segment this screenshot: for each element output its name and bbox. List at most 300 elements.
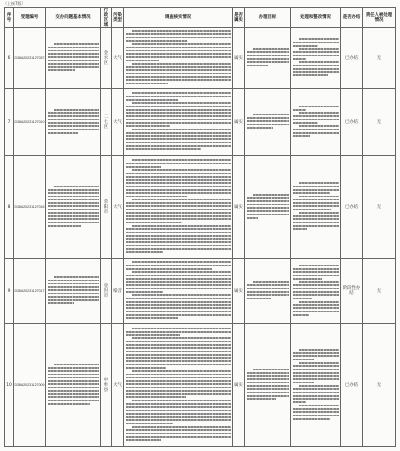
text-line [126,357,231,359]
text-line [293,119,339,121]
text-line [126,334,181,336]
text-line [132,159,231,161]
text-line [132,328,231,330]
text-line [126,347,231,349]
text-line [293,284,339,286]
text-line [253,369,289,371]
text-line [247,284,289,286]
text-line [126,284,231,286]
text-line [299,385,339,387]
text-line [126,99,179,101]
paragraph [293,38,339,46]
issue-text [48,43,99,73]
text-line [126,374,231,376]
text-line [247,395,289,397]
text-line [126,245,231,247]
text-line [132,169,231,171]
text-line [293,352,339,354]
column-header-handling: 处理和整改情况 [291,8,341,28]
paragraph [126,271,231,292]
investigation-text [126,92,231,151]
continuation-note: （上接7版） [3,0,26,6]
text-line [126,69,231,71]
handling-text [293,182,339,231]
row-index: 8 [5,156,14,259]
text-line [132,129,231,131]
text-line [126,96,231,98]
text-line [293,135,311,137]
verified-status: 属实 [233,259,245,324]
paragraph [126,43,231,61]
paragraph [247,114,289,129]
text-line [48,293,99,295]
text-line [293,378,339,380]
text-line [126,209,231,211]
investigation-text [126,328,231,443]
text-line [48,215,99,217]
text-line [126,47,231,49]
issue-cell [46,259,101,324]
paragraph [293,385,339,403]
text-line [126,317,179,319]
paragraph [247,194,289,219]
text-line [48,367,99,369]
paragraph [293,125,339,137]
text-line [132,337,231,339]
text-line [247,65,269,67]
text-line [48,374,99,376]
text-line [126,232,231,234]
text-line [126,196,188,198]
text-line [247,214,289,216]
text-line [247,58,289,60]
text-line [48,302,75,304]
text-line [126,83,168,85]
text-line [48,189,99,191]
issue-text [48,109,99,135]
issue-cell [46,89,101,156]
case-id: D38A20231127016 [14,156,46,259]
text-line [132,199,231,201]
text-line [293,122,318,124]
text-line [54,109,99,111]
text-line [126,433,231,435]
text-line [293,365,339,367]
text-line [293,401,307,403]
text-line [126,377,231,379]
text-line [126,145,231,147]
text-line [126,268,212,270]
text-line [126,364,231,366]
text-line [48,286,99,288]
text-line [293,65,339,67]
investigation-cell [124,156,233,259]
text-line [132,294,231,296]
text-line [126,215,231,217]
text-line [293,298,312,300]
goal-text [247,281,289,301]
text-line [48,283,99,285]
issue-cell [46,324,101,447]
text-line [132,426,231,428]
text-line [126,429,231,431]
column-header-issue: 交办问题基本情况 [46,8,101,28]
text-line [247,117,289,119]
text-line [126,354,231,356]
text-line [293,74,329,76]
district: 荥阳市 [101,156,112,259]
text-line [126,79,231,81]
text-line [126,222,183,224]
text-line [293,58,307,60]
text-line [126,298,231,300]
text-line [253,48,289,50]
goal-text [247,369,289,402]
text-line [299,265,339,267]
accountability: 无 [363,156,396,259]
text-line [126,205,231,207]
text-line [54,276,99,278]
text-line [126,173,231,175]
case-id: D38A20231127037 [14,28,46,89]
column-header-verified: 是否属实 [233,8,245,28]
closed-status: 已办结 [341,156,363,259]
text-line [48,112,99,114]
text-line [126,304,231,306]
text-line [293,388,339,390]
paragraph [126,199,231,224]
text-line [126,238,231,240]
row-index: 6 [5,28,14,89]
text-line [293,189,339,191]
text-line [126,251,164,253]
text-line [126,403,231,405]
text-line [126,311,231,313]
text-line [293,132,339,134]
text-line [293,395,339,397]
paragraph [126,294,231,319]
column-header-case-id: 受理编号 [14,8,46,28]
text-line [247,375,289,377]
column-header-district: 行政区域 [101,8,112,28]
accountability: 无 [363,89,396,156]
text-line [299,38,339,40]
text-line [293,418,330,420]
text-line [126,50,231,52]
text-line [54,364,99,366]
text-line [293,199,339,201]
text-line [126,135,231,137]
pollution-type: 大气 [112,156,124,259]
paragraph [247,281,289,299]
text-line [293,314,309,316]
text-line [299,196,339,198]
paragraph [293,106,339,111]
column-header-accountability: 责任人被处理情况 [363,8,396,28]
goal-text [247,114,289,130]
paragraph [293,112,339,124]
text-line [126,281,231,283]
text-line [293,411,339,413]
investigation-text [126,30,231,86]
paragraph [126,370,231,398]
text-line [247,288,289,290]
district: 金水区 [101,28,112,89]
text-line [299,106,339,108]
text-line [293,192,330,194]
text-line [48,132,79,134]
text-line [293,202,339,204]
text-line [48,377,99,379]
case-id: D38A20231127010 [14,89,46,156]
text-line [126,202,231,204]
text-line [48,222,99,224]
text-line [48,390,99,392]
text-line [126,367,167,369]
goal-cell [245,259,291,324]
text-line [126,109,231,111]
paragraph [126,169,231,197]
text-line [126,351,231,353]
text-line [48,69,76,71]
text-line [299,301,339,303]
paragraph [293,301,339,316]
text-line [247,291,289,293]
verified-status: 属实 [233,156,245,259]
text-line [126,406,231,408]
text-line [126,179,231,181]
closed-status: 阶段性办结 [341,259,363,324]
text-line [293,291,339,293]
text-line [247,388,289,390]
text-line [299,125,339,127]
text-line [48,225,81,227]
accountability: 无 [363,28,396,89]
pollution-type: 大气 [112,324,124,447]
text-line [293,355,339,357]
text-line [126,192,231,194]
text-line [48,380,99,382]
goal-text [247,48,289,68]
paragraph [293,349,339,361]
text-line [126,419,231,421]
text-line [48,125,99,127]
goal-cell [245,324,291,447]
text-line [293,68,339,70]
text-line [48,129,99,131]
paragraph [126,92,231,100]
text-line [126,163,231,165]
pollution-type: 大气 [112,89,124,156]
text-line [247,298,271,300]
text-line [48,115,99,117]
text-line [126,33,231,35]
paragraph [293,196,339,211]
paragraph [48,364,99,405]
paragraph [247,48,289,66]
text-line [293,225,339,227]
text-line [126,291,164,293]
paragraph [293,212,339,230]
verified-status: 属实 [233,28,245,89]
text-line [293,186,339,188]
text-line [293,288,339,290]
text-line [293,275,339,277]
text-line [247,398,277,400]
text-line [253,194,289,196]
text-line [48,66,99,68]
text-line [293,42,339,44]
text-line [247,55,289,57]
paragraph [126,400,231,425]
paragraph [293,281,339,299]
text-line [126,166,162,168]
text-line [293,271,339,273]
text-line [48,396,99,398]
text-line [293,278,323,280]
text-line [293,304,339,306]
text-line [293,222,339,224]
accountability: 无 [363,324,396,447]
text-line [132,225,231,227]
text-line [247,378,289,380]
paragraph [293,61,339,76]
paragraph [126,30,231,42]
goal-text [247,194,289,220]
text-line [48,387,99,389]
text-line [293,205,339,207]
text-line [293,408,339,410]
text-line [293,51,339,53]
handling-cell [291,324,341,447]
text-line [48,47,99,49]
text-line [247,200,289,202]
paragraph [126,337,231,368]
handling-cell [291,259,341,324]
text-line [126,182,231,184]
issue-text [48,276,99,306]
text-line [132,271,231,273]
text-line [48,370,99,372]
handling-cell [291,28,341,89]
text-line [48,383,99,385]
text-line [126,288,231,290]
handling-text [293,106,339,139]
text-line [126,132,231,134]
text-line [293,375,339,377]
text-line [126,390,231,392]
pollution-type: 大气 [112,28,124,89]
text-line [48,196,99,198]
text-line [247,382,289,384]
column-header-investigation: 调查核实情况 [124,8,233,28]
text-line [126,138,231,140]
text-line [253,114,289,116]
text-line [54,43,99,45]
investigation-cell [124,324,233,447]
text-line [293,268,339,270]
investigation-cell [124,28,233,89]
text-line [126,396,187,398]
text-line [299,405,339,407]
text-line [48,205,99,207]
text-line [293,311,339,313]
text-line [126,341,231,343]
text-line [293,307,339,309]
text-line [126,423,173,425]
text-line [126,142,231,144]
paragraph [126,426,231,441]
text-line [126,380,231,382]
text-line [132,30,231,32]
paragraph [48,43,99,71]
text-line [299,349,339,351]
text-line [126,265,231,267]
text-line [126,37,231,39]
paragraph [293,405,339,420]
text-line [299,112,339,114]
text-line [126,331,231,333]
text-line [126,119,231,121]
text-line [48,56,99,58]
text-line [48,403,91,405]
text-line [293,382,314,384]
text-line [293,129,339,131]
handling-text [293,349,339,421]
handling-text [293,38,339,77]
text-line [126,439,162,441]
text-line [48,289,99,291]
text-line [299,182,339,184]
case-id: D38A20231127017 [14,259,46,324]
text-line [48,199,99,201]
text-line [126,76,231,78]
complaint-table [4,7,396,447]
investigation-cell [124,89,233,156]
text-line [293,218,339,220]
case-id: D38A20231127009 [14,324,46,447]
column-header-goal: 办理目标 [245,8,291,28]
text-line [48,218,99,220]
text-line [293,228,308,230]
paragraph [293,182,339,194]
text-line [247,127,274,129]
text-line [293,392,339,394]
text-line [126,383,231,385]
text-line [299,281,339,283]
text-line [126,60,160,62]
paragraph [126,102,231,127]
row-index: 9 [5,259,14,324]
text-line [253,281,289,283]
text-line [293,415,339,417]
text-line [247,294,289,296]
paragraph [48,276,99,304]
text-line [126,410,231,412]
text-line [48,192,99,194]
text-line [247,372,289,374]
text-line [293,398,339,400]
column-header-closed: 是否办结 [341,8,363,28]
text-line [132,370,231,372]
text-line [126,344,231,346]
text-line [48,393,99,395]
text-line [126,218,231,220]
text-line [293,372,339,374]
text-line [247,385,289,387]
text-line [293,359,314,361]
paragraph [48,186,99,227]
